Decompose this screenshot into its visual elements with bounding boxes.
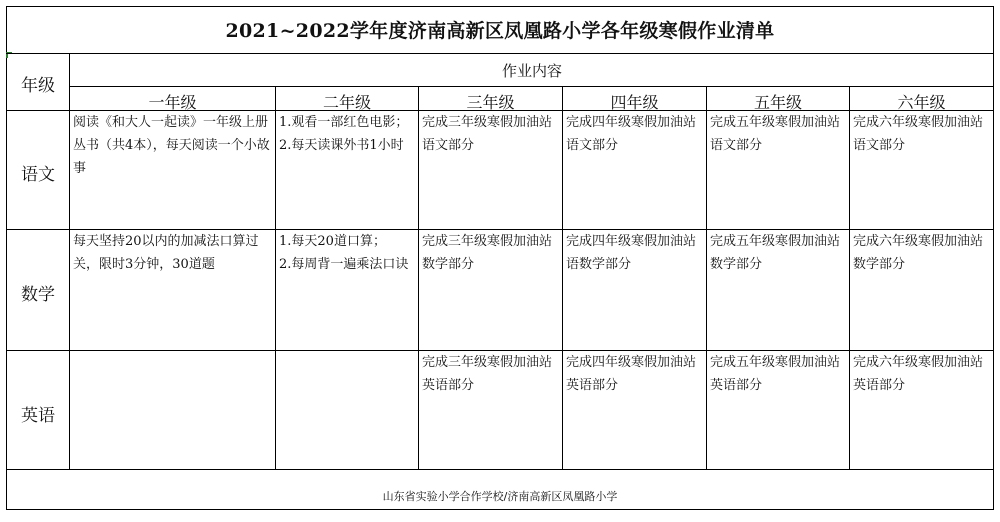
homework-cell: 完成五年级寒假加油站英语部分 bbox=[710, 355, 841, 393]
homework-cell: 每天坚持20以内的加减法口算过关，限时3分钟，30道题 bbox=[73, 234, 259, 272]
homework-cell: 完成四年级寒假加油站语数学部分 bbox=[566, 234, 697, 272]
homework-cell: 1.观看一部红色电影； 2.每天读课外书1小时 bbox=[279, 115, 409, 153]
col-divider-4 bbox=[706, 86, 707, 470]
header-divider bbox=[70, 86, 994, 87]
col-divider-3 bbox=[562, 86, 563, 470]
col-divider-5 bbox=[849, 86, 850, 470]
homework-cell: 完成五年级寒假加油站语文部分 bbox=[710, 115, 841, 153]
homework-cell: 完成三年级寒假加油站英语部分 bbox=[422, 355, 553, 393]
grade-header: 三年级 bbox=[466, 93, 515, 112]
col-divider-2 bbox=[418, 86, 419, 470]
frame-bottom bbox=[6, 509, 994, 510]
grade-header: 一年级 bbox=[148, 93, 197, 112]
grade-header: 四年级 bbox=[610, 93, 659, 112]
homework-cell: 1.每天20道口算； 2.每周背一遍乘法口诀 bbox=[279, 234, 409, 272]
grade-header: 六年级 bbox=[897, 93, 946, 112]
col-divider-1 bbox=[275, 86, 276, 470]
homework-cell: 完成三年级寒假加油站语文部分 bbox=[422, 115, 553, 153]
page-title: 2021~2022学年度济南高新区凤凰路小学各年级寒假作业清单 bbox=[225, 20, 775, 42]
frame-top bbox=[6, 6, 994, 7]
homework-cell: 完成四年级寒假加油站英语部分 bbox=[566, 355, 697, 393]
homework-cell: 完成六年级寒假加油站语文部分 bbox=[853, 115, 984, 153]
subject-label: 数学 bbox=[21, 285, 55, 305]
subject-label: 英语 bbox=[21, 406, 55, 426]
title-divider bbox=[6, 53, 994, 54]
school-footer: 山东省实验小学合作学校/济南高新区凤凰路小学 bbox=[382, 490, 618, 503]
grade-header: 二年级 bbox=[322, 93, 371, 112]
grade-header: 五年级 bbox=[753, 93, 802, 112]
homework-cell: 完成六年级寒假加油站数学部分 bbox=[853, 234, 984, 272]
homework-cell: 完成五年级寒假加油站数学部分 bbox=[710, 234, 841, 272]
table-bottom bbox=[6, 469, 994, 470]
homework-cell: 完成四年级寒假加油站语文部分 bbox=[566, 115, 697, 153]
homework-cell bbox=[279, 351, 416, 467]
homework-label: 作业内容 bbox=[501, 62, 562, 80]
homework-cell: 完成三年级寒假加油站数学部分 bbox=[422, 234, 553, 272]
homework-cell bbox=[73, 351, 273, 467]
homework-cell: 完成六年级寒假加油站英语部分 bbox=[853, 355, 984, 393]
subject-label: 语文 bbox=[21, 165, 55, 185]
grade-label: 年级 bbox=[21, 76, 55, 96]
frame-right bbox=[993, 6, 994, 510]
homework-cell: 阅读《和大人一起读》一年级上册丛书（共4本），每天阅读一个小故事 bbox=[73, 115, 270, 176]
